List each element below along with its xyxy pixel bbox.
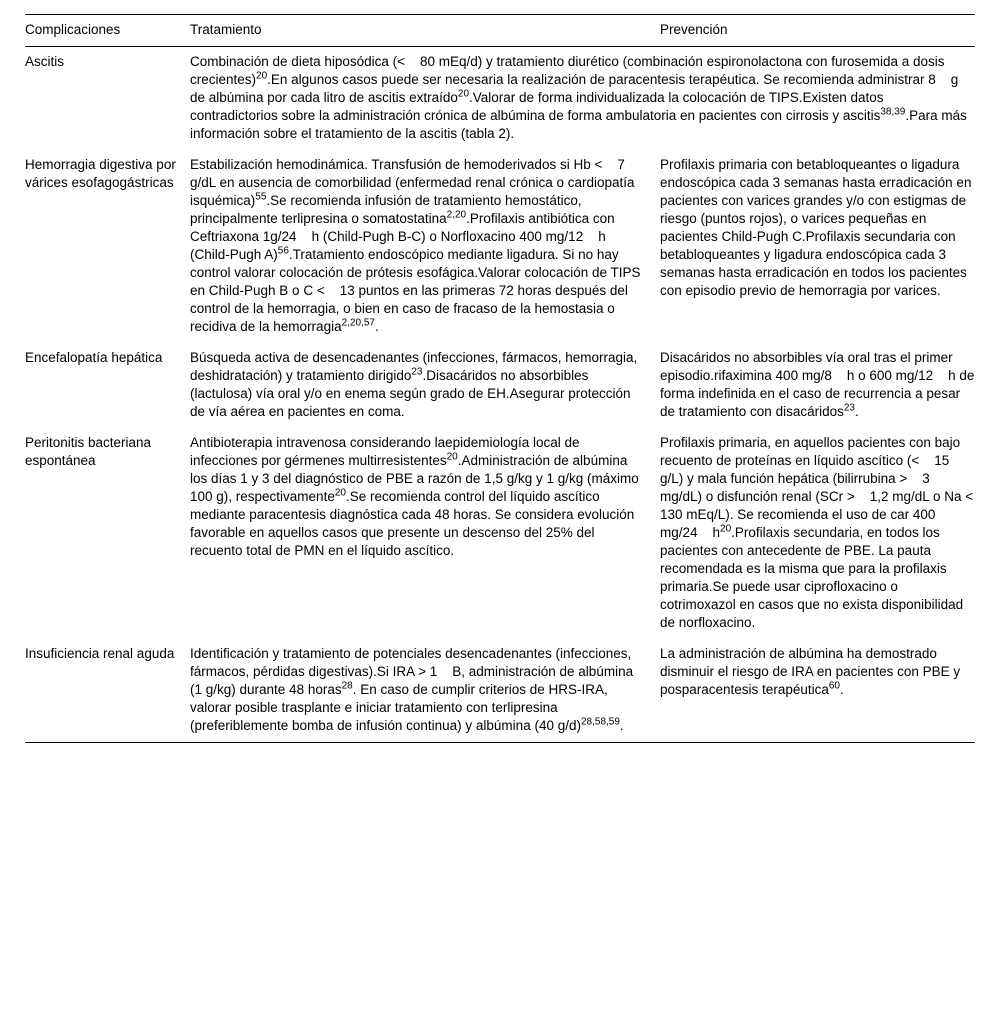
header-prevencion: Prevención [660, 22, 728, 37]
prevention-cell: Profilaxis primaria, en aquellos pacientes con bajo recuento de proteínas en líquido ascítico (< 15 g/L) y mala función hepática (bilirrubina > 3 mg/dL) o disfunción renal (SCr > 1,2 mg/dL o Na < 130 mEq/L). Se recomienda el uso de car 400 mg/24 $h^{20}.Profilaxis$ secundaria, en todos los pacientes con antecedente de PBE. La pauta recomendada es la misma que para la profilaxis primaria.Se puede usar ciprofloxacino o cotrimoxazol en casos que no exista disponibilidad de norfloxacino. [660, 435, 989, 630]
reference-superscript: 28 [341, 680, 353, 692]
table-row [25, 428, 975, 639]
complication-cell: Peritonitis bacteriana espontánea [25, 435, 155, 468]
reference-superscript: 2,20,57 [341, 317, 375, 329]
prevention-cell: Profilaxis primaria con betabloqueantes o ligadura endoscópica cada 3 semanas hasta erradicación en pacientes con varices grandes y/o con estigmas de riesgo (puntos rojos), o varices pequeñas en pacientes Child-Pugh C.Profilaxis secundaria con betabloqueantes y ligadura endoscópica cada 3 semanas hasta erradicación en todos los pacientes con episodio previo de hemorragia por varices. [660, 157, 976, 298]
prevention-cell: Disacáridos no absorbibles vía oral tras el primer episodio.rifaximina 400 mg/8 h o 600 mg/12 h de forma indefinida en el caso de recurrencia a pesar de tratamiento con disacáridos$^{23}$. [660, 350, 979, 419]
table-row [25, 639, 975, 743]
reference-superscript: 56 [277, 245, 289, 257]
header-tratamiento: Tratamiento [190, 22, 262, 37]
table-row [25, 47, 975, 151]
reference-superscript: 20 [334, 487, 346, 499]
treatment-cell: Combinación de dieta hiposódica (< 80 mEq/d) y tratamiento diurético (combinación espironolactona con furosemida a dosis crecientes)$^{20}$.En algunos casos puede ser necesaria la realización de paracentesis terapéutica. Se recomienda administrar 8 g de albúmina por cada litro de ascitis extraído$^{20}$.Valorar de forma individualizada la colocación de TIPS.Existen datos contradictorios sobre la administración crónica de albúmina de forma ambulatoria en pacientes con cirrosis y ascitis$^{38,39}$.Para más información sobre el tratamiento de la ascitis (tabla 2). [190, 54, 971, 141]
table-row [25, 150, 975, 343]
complications-table [25, 14, 989, 743]
table-header [25, 15, 975, 47]
complication-cell: Ascitis [25, 54, 65, 69]
complication-cell: Insuficiencia renal aguda [25, 646, 175, 661]
complication-cell: Encefalopatía hepática [25, 350, 163, 365]
reference-superscript: 20 [720, 523, 732, 535]
reference-superscript: 2,20 [446, 209, 467, 221]
header-row [25, 15, 975, 47]
reference-superscript: 55 [255, 191, 267, 203]
reference-superscript: 60 [828, 680, 840, 692]
reference-superscript: 23 [411, 366, 423, 378]
prevention-cell: La administración de albúmina ha demostrado disminuir el riesgo de IRA en pacientes con PBE y posparacentesis terapéutica$^{60}$. [660, 646, 964, 697]
table-row [25, 343, 975, 428]
treatment-cell: Búsqueda activa de desencadenantes (infecciones, fármacos, hemorragia, deshidratación) y tratamiento dirigido$^{23}$.Disacáridos no absorbibles (lactulosa) vía oral y/o en enema según grado de EH.Asegurar protección de vía aérea en pacientes en coma. [190, 350, 642, 419]
treatment-cell: Antibioterapia intravenosa considerando laepidemiología local de infecciones por gérmenes multirresistentes$^{20}$.Administración de albúmina los días 1 y 3 del diagnóstico de PBE a razón de 1,5 g/kg y 1 g/kg (máximo 100 g), respectivamente$^{20}$.Se recomienda control del líquido ascítico mediante paracentesis diagnóstica cada 48 horas. Se considera evolución favorable en aquellos casos que presente un descenso del 25% del recuento total de PMN en el líquido ascítico. [190, 435, 643, 558]
reference-superscript: 20 [256, 70, 268, 82]
reference-superscript: 38,39 [880, 106, 906, 118]
header-complicaciones: Complicaciones [25, 22, 121, 37]
complication-cell: Hemorragia digestiva por várices esofagogástricas [25, 157, 180, 190]
treatment-cell: Identificación y tratamiento de potenciales desencadenantes (infecciones, fármacos, pérdidas digestivas).Si IRA > 1 B, administración de albúmina (1 g/kg) durante 48 horas$^{28}$. En caso de cumplir criterios de HRS-IRA, valorar posible trasplante e iniciar tratamiento con terlipresina (preferiblemente bomba de infusión continua) y albúmina (40 g/d)$^{28,58,59}$. [190, 646, 637, 733]
reference-superscript: 28,58,59 [580, 716, 620, 728]
reference-superscript: 20 [446, 451, 458, 463]
reference-superscript: 23 [843, 402, 855, 414]
reference-superscript: 20 [457, 88, 470, 100]
treatment-cell: Estabilización hemodinámica. Transfusión de hemoderivados si Hb < 7 g/dL en ausencia de comorbilidad (enfermedad renal crónica o cardiopatía isquémica)$^{55}$.Se recomienda infusión de tratamiento hemostático, principalmente terlipresina o somatostatina$^{2,20}$.Profilaxis antibiótica con Ceftriaxona 1g/24 h (Child-Pugh B-C) o Norfloxacino 400 mg/12 h (Child-Pugh A)$^{56}$.Tratamiento endoscópico mediante ligadura. Si no hay control valorar colocación de prótesis esofágica.Valorar colocación de TIPS en Child-Pugh B o C < 13 puntos en las primeras 72 horas después del control de la hemorragia, o bien en caso de fracaso de la hemostasia o recidiva de la hemorragia$^{2,20,57}$. [190, 157, 645, 334]
table-body [25, 47, 989, 743]
